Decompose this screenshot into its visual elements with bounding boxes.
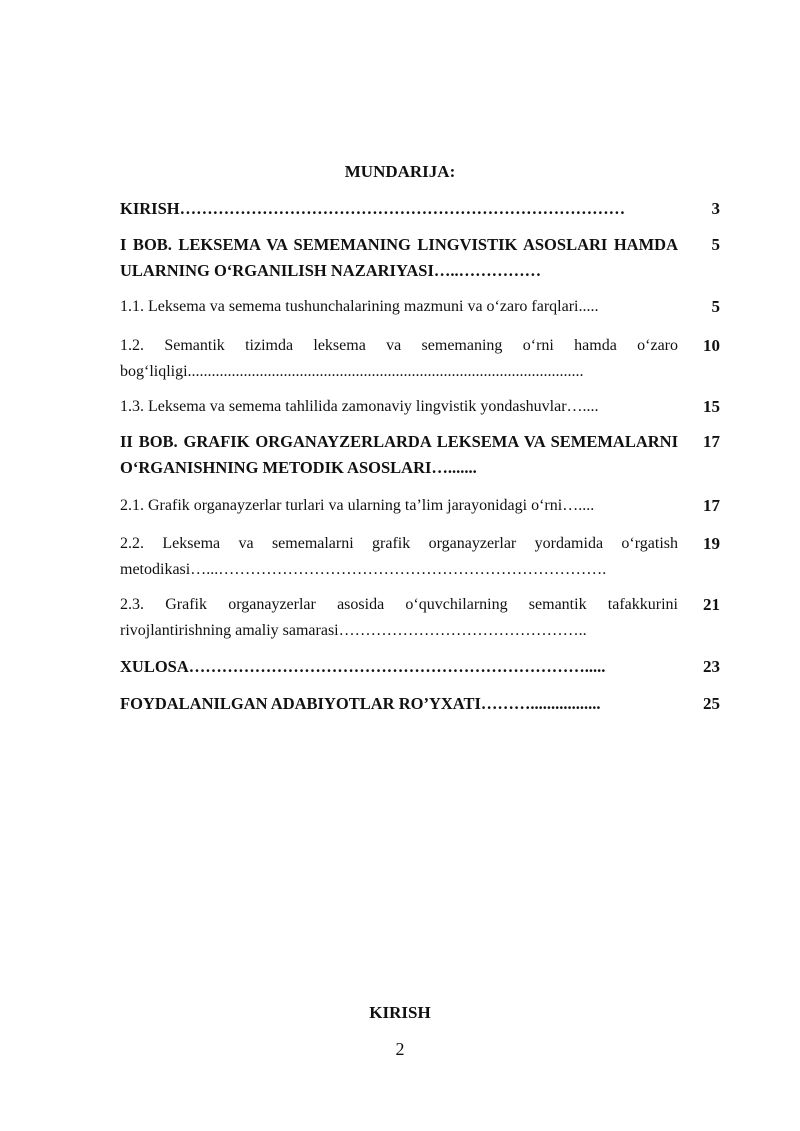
toc-entry-page: 5 <box>711 235 720 254</box>
section-heading-kirish: KIRISH <box>369 1003 431 1022</box>
toc-entry-text: 2.2. Leksema va sememalarni grafik organayzerlar yordamida o‘rgatish metodikasi…...………………………………………………………………. <box>120 535 678 578</box>
toc-entry-page: 3 <box>711 199 720 218</box>
toc-heading: MUNDARIJA: <box>344 162 456 181</box>
toc-entry-page: 17 <box>703 432 720 451</box>
toc-entry-page: 21 <box>703 595 720 614</box>
toc-entry-page: 23 <box>703 657 720 676</box>
toc-entry-text: 1.1. Leksema va semema tushunchalarining mazmuni va o‘zaro farqlari..... <box>120 298 599 315</box>
toc-entry-page: 19 <box>703 534 720 553</box>
toc-entry-page: 5 <box>711 297 720 316</box>
toc-entry-text: XULOSA………………………………………………………………..... <box>120 657 606 676</box>
page-number: 2 <box>395 1039 405 1059</box>
toc-entry-text: FOYDALANILGAN ADABIYOTLAR RO’YXATI………................. <box>120 694 601 713</box>
toc-entry-page: 10 <box>703 336 720 355</box>
toc-entry-text: 2.3. Grafik organayzerlar asosida o‘quvchilarning semantik tafakkurini rivojlantirishning amaliy samarasi……………………………………….. <box>120 596 678 639</box>
toc-entry-text: II BOB. GRAFIK ORGANAYZERLARDA LEKSEMA VA SEMEMALARNI O‘RGANISHNING METODIK ASOSLARI…....... <box>120 432 678 477</box>
toc-entry-text: KIRISH……………………………………………………………………… <box>120 199 626 218</box>
toc-entry-text: I BOB. LEKSEMA VA SEMEMANING LINGVISTIK ASOSLARI HAMDA ULARNING O‘RGANILISH NAZARIYASI…..…………… <box>120 235 678 280</box>
toc-entry-text: 2.1. Grafik organayzerlar turlari va ularning ta’lim jarayonidagi o‘rni….... <box>120 497 595 514</box>
toc-entry-text: 1.2. Semantik tizimda leksema va sememaning o‘rni hamda o‘zaro bog‘liqligi................................................................................................... <box>120 337 678 380</box>
toc-entry-page: 25 <box>703 694 720 713</box>
toc-entry-text: 1.3. Leksema va semema tahlilida zamonaviy lingvistik yondashuvlar….... <box>120 398 599 415</box>
toc-entry-page: 17 <box>703 496 720 515</box>
toc-entry-page: 15 <box>703 397 720 416</box>
